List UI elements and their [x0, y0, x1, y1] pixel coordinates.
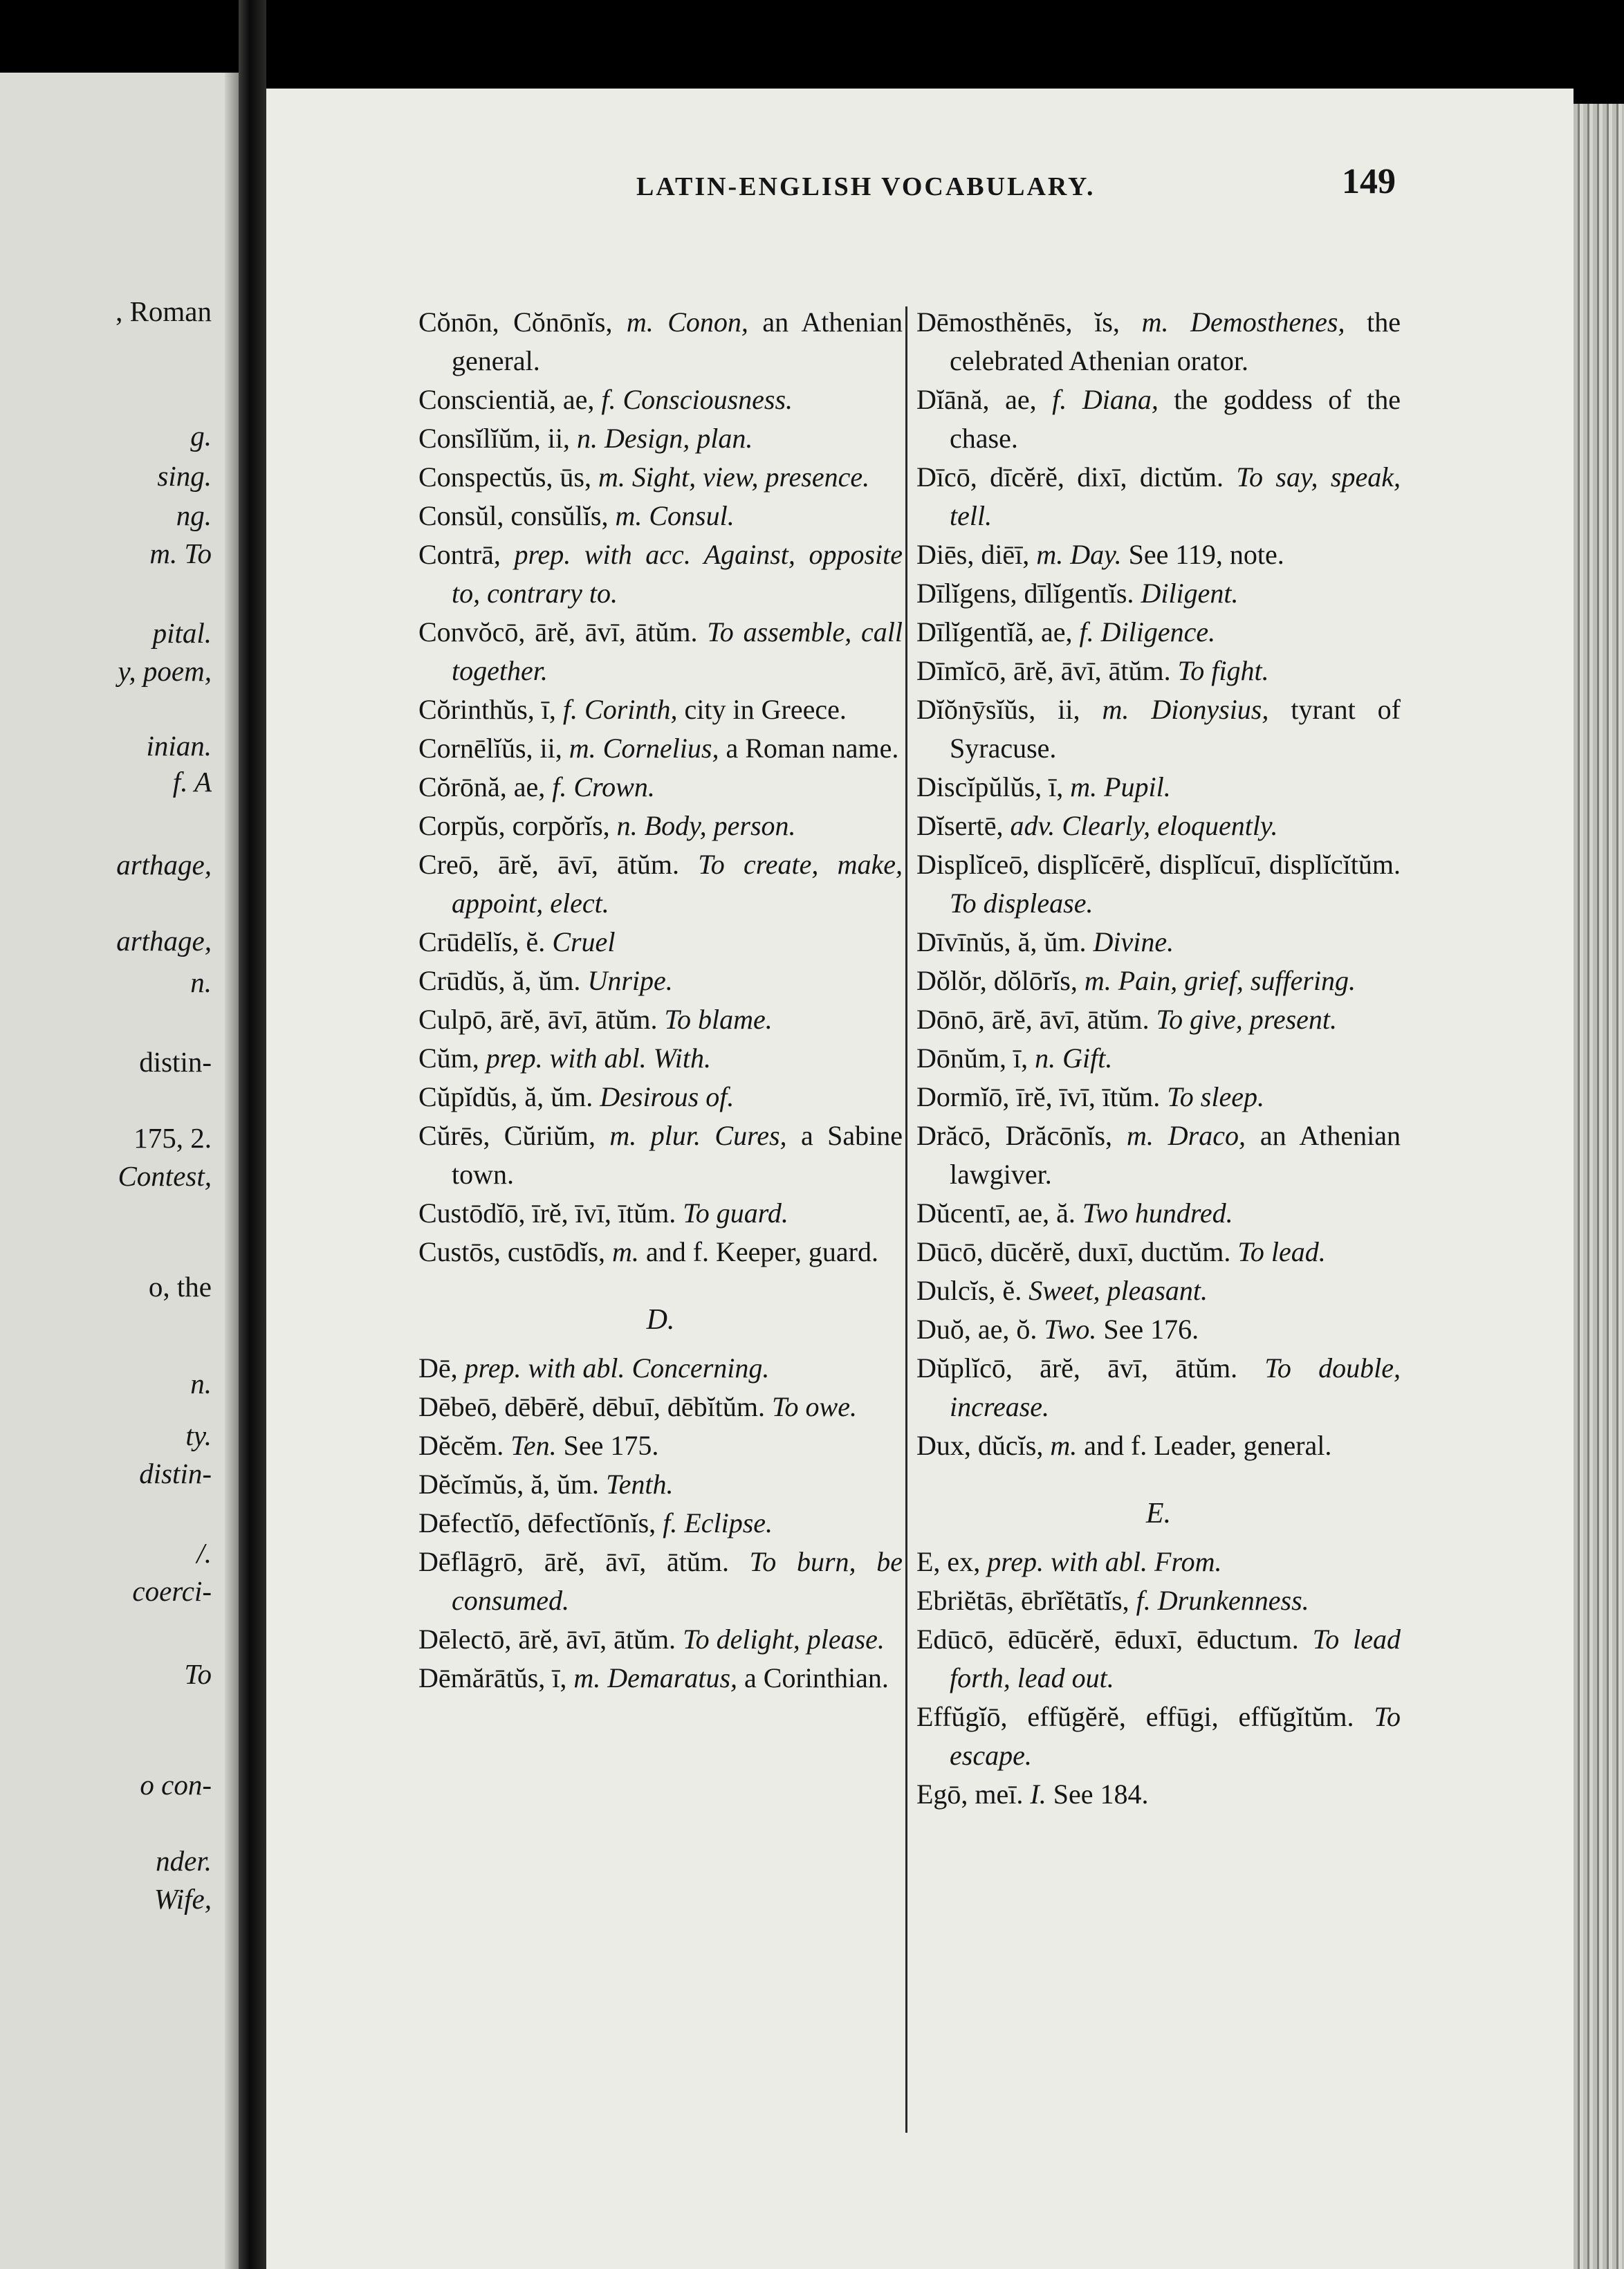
entry-gram: m. [598, 461, 625, 493]
entry-def: Gift. [1055, 1042, 1113, 1074]
entry-def: Two. [1044, 1314, 1097, 1345]
entry-gram: m. [573, 1662, 601, 1693]
entry-head: Dŭcentī, ae, ă. [916, 1197, 1082, 1229]
entry-gram: n. [1035, 1042, 1056, 1074]
entry-head: Cŭrēs, Cŭriŭm, [418, 1120, 610, 1151]
entry-head: Dīvīnŭs, ă, ŭm. [916, 926, 1094, 957]
entry-def: Pupil. [1097, 771, 1171, 802]
vocabulary-entry [916, 1000, 1401, 1039]
entry-def: To assemble, call together. [452, 616, 903, 686]
entry-def: To create, make, appoint, elect. [452, 849, 903, 919]
entry-def: Corinth, [578, 694, 678, 725]
entry-def: Consul. [642, 500, 735, 531]
entry-def: Pain, grief, suffering. [1111, 965, 1356, 996]
vocabulary-entry [418, 1039, 903, 1078]
entry-head: Dōnŭm, ī, [916, 1042, 1035, 1074]
entry-head: Dĕcĕm. [418, 1430, 511, 1461]
entry-head: Crūdēlĭs, ĕ. [418, 926, 553, 957]
entry-head: Egō, meī. [916, 1779, 1031, 1810]
entry-def: To double, increase. [950, 1352, 1401, 1422]
entry-head: Dĭānă, ae, [916, 384, 1053, 415]
entry-def: To give, present. [1156, 1004, 1338, 1035]
entry-head: Conspectŭs, ūs, [418, 461, 598, 493]
vocabulary-entry [418, 729, 903, 768]
entry-tail: See 176. [1096, 1314, 1199, 1345]
entry-tail: See 119, note. [1121, 539, 1284, 570]
entry-gram: m. [1036, 539, 1064, 570]
entry-head: Edūcō, ēdūcĕrĕ, ēduxī, ēductum. [916, 1624, 1313, 1655]
vocabulary-entry [916, 1581, 1401, 1620]
vocabulary-entry [916, 1698, 1401, 1775]
vocabulary-entry [916, 458, 1401, 535]
entry-tail: tyrant of Syracuse. [950, 694, 1401, 764]
entry-gram: prep. with abl. [464, 1352, 625, 1384]
vocabulary-entry [418, 1543, 903, 1620]
vocabulary-entry [418, 1426, 903, 1465]
entry-def: To fight. [1177, 655, 1269, 686]
entry-head: Consŭl, consŭlĭs, [418, 500, 616, 531]
entry-tail: a Roman name. [719, 733, 899, 764]
entry-head: Contrā, [418, 539, 515, 570]
d-entries-continued [916, 303, 1401, 1465]
vocabulary-entry [916, 1233, 1401, 1271]
vocabulary-entry [418, 613, 903, 690]
column-divider [905, 306, 907, 2133]
entry-def: Eclipse. [677, 1507, 773, 1538]
entry-head: Dormĭō, īrĕ, īvī, ītŭm. [916, 1081, 1168, 1112]
vocabulary-entry [418, 535, 903, 613]
vocabulary-entry [418, 962, 903, 1000]
entry-gram: prep. with abl. [987, 1546, 1148, 1577]
entry-gram: m. [615, 500, 643, 531]
vocabulary-entry [916, 1349, 1401, 1426]
vocabulary-entry [916, 1078, 1401, 1117]
entry-def: Ten. [510, 1430, 557, 1461]
vocabulary-entry [418, 497, 903, 535]
vocabulary-entry [916, 535, 1401, 574]
entry-head: Convŏcō, ārĕ, āvī, ātŭm. [418, 616, 708, 647]
vocabulary-entry [418, 1659, 903, 1698]
e-entries [916, 1543, 1401, 1814]
d-entries [418, 1349, 903, 1698]
entry-gram: m. [1070, 771, 1098, 802]
entry-tail: See 175. [556, 1430, 659, 1461]
entry-head: Dĕcĭmŭs, ă, ŭm. [418, 1469, 607, 1500]
entry-gram: f. [562, 694, 578, 725]
vocabulary-entry [916, 962, 1401, 1000]
vocabulary-entry [418, 380, 903, 419]
entry-def: Design, plan. [597, 423, 753, 454]
entry-head: Dēlectō, ārĕ, āvī, ātŭm. [418, 1624, 683, 1655]
entry-head: Dīmĭcō, ārĕ, āvī, ātŭm. [916, 655, 1178, 686]
entry-def: Dionysius, [1129, 694, 1269, 725]
entry-def: Two hundred. [1082, 1197, 1233, 1229]
entry-head: Custōs, custōdĭs, [418, 1236, 613, 1267]
vocabulary-entry [418, 1504, 903, 1543]
entry-def: To lead forth, lead out. [950, 1624, 1401, 1693]
entry-gram: f. [552, 771, 567, 802]
entry-tail: and f. Leader, general. [1077, 1430, 1332, 1461]
stacked-page-edges [1574, 104, 1624, 2269]
entry-head: Dulcĭs, ĕ. [916, 1275, 1029, 1306]
entry-head: Dēbeō, dēbērĕ, dēbuī, dēbĭtŭm. [418, 1391, 772, 1422]
entry-gram: f. [1052, 384, 1067, 415]
entry-tail: a Sabine town. [452, 1120, 903, 1190]
c-entries [418, 303, 903, 1271]
vocabulary-entry [418, 1465, 903, 1504]
vocabulary-entry [916, 1039, 1401, 1078]
section-heading-e: E. [1145, 1498, 1172, 1529]
entry-def: Clearly, eloquently. [1055, 810, 1278, 841]
entry-head: Consĭlĭŭm, ii, [418, 423, 577, 454]
vocabulary-entry [418, 1620, 903, 1659]
entry-tail: and f. Keeper, guard. [638, 1236, 878, 1267]
vocabulary-entry [418, 923, 903, 962]
entry-gram: n. [616, 810, 638, 841]
entry-gram: m. [1084, 965, 1111, 996]
entry-gram: m. [612, 1236, 639, 1267]
vocabulary-entry [916, 1620, 1401, 1698]
vocabulary-entry [418, 845, 903, 923]
entry-def: Concerning. [625, 1352, 770, 1384]
entry-def: With. [646, 1042, 711, 1074]
entry-head: Conscientiă, ae, [418, 384, 602, 415]
entry-def: Cures, [701, 1120, 787, 1151]
entry-head: Dē, [418, 1352, 465, 1384]
vocabulary-entry [916, 1271, 1401, 1310]
vocabulary-entry [418, 1078, 903, 1117]
entry-head: Discĭpŭlŭs, ī, [916, 771, 1071, 802]
vocabulary-entry [916, 1426, 1401, 1465]
entry-head: Creō, ārĕ, āvī, ātŭm. [418, 849, 699, 880]
entry-gram: m. [1102, 694, 1129, 725]
entry-def: Consciousness. [616, 384, 793, 415]
entry-head: Dōnō, ārĕ, āvī, ātŭm. [916, 1004, 1156, 1035]
entry-def: Sight, view, presence. [625, 461, 870, 493]
entry-def: To owe. [771, 1391, 857, 1422]
vocabulary-entry [916, 303, 1401, 380]
entry-gram: m. [626, 306, 654, 338]
entry-head: Dēfectĭō, dēfectĭōnĭs, [418, 1507, 663, 1538]
vocabulary-entry [916, 690, 1401, 768]
entry-head: Cŏrōnă, ae, [418, 771, 553, 802]
entry-head: Dĭŏnȳsĭŭs, ii, [916, 694, 1102, 725]
entry-gram: n. [576, 423, 598, 454]
entry-def: Crown. [566, 771, 655, 802]
entry-def: To displease. [950, 888, 1094, 919]
entry-head: Cŭm, [418, 1042, 486, 1074]
vocabulary-entry [418, 768, 903, 807]
vocabulary-entry [916, 807, 1401, 845]
entry-def: To delight, please. [683, 1624, 885, 1655]
entry-gram: m. plur. [609, 1120, 701, 1151]
entry-head: Cŏnōn, Cŏnōnĭs, [418, 306, 627, 338]
entry-gram: m. [1126, 1120, 1154, 1151]
entry-def: Diligence. [1094, 616, 1216, 647]
vocabulary-entry [916, 845, 1401, 923]
entry-def: To escape. [950, 1701, 1401, 1771]
entry-head: Dīlĭgens, dīlĭgentĭs. [916, 578, 1141, 609]
entry-gram: prep. with acc. [514, 539, 691, 570]
entry-head: Duŏ, ae, ŏ. [916, 1314, 1044, 1345]
vocabulary-entry [418, 1388, 903, 1426]
book-gutter [239, 0, 266, 2269]
entry-def: Body, person. [637, 810, 796, 841]
entry-def: To say, speak, tell. [950, 461, 1401, 531]
vocabulary-entry [916, 380, 1401, 458]
vocabulary-entry [916, 1775, 1401, 1814]
entry-head: Cŭpĭdŭs, ă, ŭm. [418, 1081, 600, 1112]
entry-def: Drunkenness. [1150, 1585, 1309, 1616]
entry-head: Dīcō, dīcĕrĕ, dixī, dictŭm. [916, 461, 1237, 493]
entry-head: Dŭplĭcō, ārĕ, āvī, ātŭm. [916, 1352, 1265, 1384]
entry-gram: adv. [1010, 810, 1055, 841]
entry-def: Cornelius, [596, 733, 719, 764]
entry-gram: f. [1079, 616, 1094, 647]
entry-def: Against, opposite to, contrary to. [452, 539, 903, 609]
entry-def: From. [1147, 1546, 1222, 1577]
section-heading-d: D. [646, 1304, 675, 1336]
entry-head: Drăcō, Drăcōnĭs, [916, 1120, 1127, 1151]
entry-head: Dēmărātŭs, ī, [418, 1662, 574, 1693]
entry-def: Draco, [1153, 1120, 1246, 1151]
entry-head: Dēflāgrō, ārĕ, āvī, ātŭm. [418, 1546, 750, 1577]
entry-head: Effŭgĭō, effŭgĕrĕ, effūgi, effŭgĭtŭm. [916, 1701, 1374, 1732]
entry-head: Dux, dŭcĭs, [916, 1430, 1051, 1461]
entry-def: To burn, be consumed. [452, 1546, 903, 1616]
entry-head: Dēmosthĕnēs, ĭs, [916, 306, 1142, 338]
page-edge-shadow [225, 73, 239, 2269]
vocabulary-entry [916, 1194, 1401, 1233]
entry-tail: an Athenian lawgiver. [950, 1120, 1401, 1190]
entry-head: Crūdŭs, ă, ŭm. [418, 965, 588, 996]
entry-head: Dūcō, dūcĕrĕ, duxī, ductŭm. [916, 1236, 1238, 1267]
entry-gram: f. [663, 1507, 678, 1538]
vocabulary-entry [418, 807, 903, 845]
entry-gram: m. [569, 733, 596, 764]
vocabulary-entry [418, 1194, 903, 1233]
entry-head: Dŏlŏr, dŏlōrĭs, [916, 965, 1085, 996]
entry-tail: See 184. [1046, 1779, 1149, 1810]
left-column [418, 303, 903, 1698]
vocabulary-entry [418, 303, 903, 380]
vocabulary-entry [418, 1233, 903, 1271]
entry-def: Desirous of. [600, 1081, 735, 1112]
vocabulary-entry [418, 690, 903, 729]
facing-page-fragment: , Roman g. sing. ng. m. To pital. y, poem, inian. f. A arthage, arthage, n. distin- 175, 2. Contest, o, the n. ty. distin- /. coerci- To o con- nder. Wife, [0, 73, 239, 2269]
vocabulary-page [266, 89, 1574, 2269]
vocabulary-entry [418, 419, 903, 458]
entry-def: Cruel [552, 926, 616, 957]
entry-gram: f. [601, 384, 616, 415]
vocabulary-entry [418, 458, 903, 497]
entry-def: Demaratus, [600, 1662, 738, 1693]
entry-head: Cŏrinthŭs, ī, [418, 694, 563, 725]
entry-def: Diligent. [1141, 578, 1239, 609]
vocabulary-entry [916, 768, 1401, 807]
entry-def: Demosthenes, [1168, 306, 1345, 338]
entry-def: Sweet, pleasant. [1028, 1275, 1208, 1306]
entry-def: To sleep. [1167, 1081, 1264, 1112]
entry-def: Diana, [1067, 384, 1159, 415]
entry-tail: the goddess of the chase. [950, 384, 1401, 454]
vocabulary-entry [916, 1310, 1401, 1349]
vocabulary-entry [916, 574, 1401, 613]
entry-def: Divine. [1093, 926, 1174, 957]
entry-gram: m. [1141, 306, 1169, 338]
entry-head: Diēs, diēī, [916, 539, 1037, 570]
entry-def: Day. [1063, 539, 1122, 570]
entry-head: Custōdĭō, īrĕ, īvī, ītŭm. [418, 1197, 683, 1229]
vocabulary-entry [916, 652, 1401, 690]
vocabulary-entry [418, 1117, 903, 1194]
vocabulary-entry [916, 1117, 1401, 1194]
entry-tail: an Athenian general. [452, 306, 903, 376]
entry-tail: the celebrated Athenian orator. [950, 306, 1401, 376]
entry-head: Displĭceō, displĭcērĕ, displĭcuī, displĭcĭtŭm. [916, 849, 1401, 880]
running-title: LATIN-ENGLISH VOCABULARY. [636, 172, 1096, 201]
entry-def: To blame. [664, 1004, 773, 1035]
entry-head: Corpŭs, corpŏrĭs, [418, 810, 617, 841]
entry-def: I. [1030, 1779, 1046, 1810]
entry-def: Unripe. [587, 965, 673, 996]
vocabulary-entry [916, 1543, 1401, 1581]
entry-gram: m. [1050, 1430, 1078, 1461]
vocabulary-entry [916, 923, 1401, 962]
entry-head: Cornēlĭŭs, ii, [418, 733, 569, 764]
page-number: 149 [1342, 162, 1396, 201]
vocabulary-entry [418, 1349, 903, 1388]
entry-def: To lead. [1237, 1236, 1326, 1267]
vocabulary-entry [418, 1000, 903, 1039]
entry-def: Tenth. [606, 1469, 674, 1500]
entry-def: To guard. [683, 1197, 788, 1229]
right-column [916, 303, 1401, 1814]
entry-def: Conon, [653, 306, 748, 338]
entry-tail: city in Greece. [677, 694, 847, 725]
entry-head: E, ex, [916, 1546, 988, 1577]
entry-head: Dīlĭgentĭă, ae, [916, 616, 1080, 647]
entry-tail: a Corinthian. [737, 1662, 889, 1693]
entry-gram: f. [1136, 1585, 1151, 1616]
vocabulary-entry [916, 613, 1401, 652]
entry-head: Culpō, ārĕ, āvī, ātŭm. [418, 1004, 665, 1035]
entry-head: Ebriĕtās, ēbrĭĕtātĭs, [916, 1585, 1136, 1616]
entry-head: Dĭsertē, [916, 810, 1011, 841]
entry-gram: prep. with abl. [486, 1042, 647, 1074]
